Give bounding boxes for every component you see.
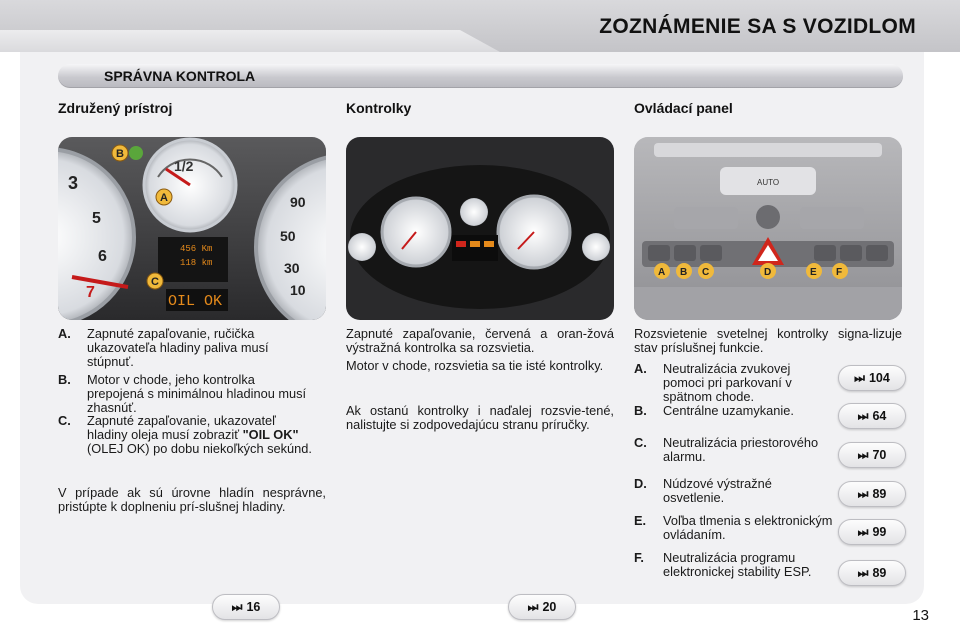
ref-number: 89	[872, 566, 887, 580]
console-marker-b: B	[680, 267, 688, 278]
header-fold	[0, 30, 500, 52]
svg-text:1/2: 1/2	[174, 158, 194, 174]
console-item-c-label: C.	[634, 435, 647, 450]
cluster-item-c	[58, 414, 313, 457]
double-arrow-right-icon: ⏭	[231, 599, 243, 614]
page-title: ZOZNÁMENIE SA S VOZIDLOM	[599, 15, 916, 38]
ref-number: 99	[872, 525, 887, 539]
cluster-photo	[58, 137, 326, 320]
double-arrow-right-icon: ⏭	[857, 524, 869, 539]
console-item-e	[634, 514, 846, 542]
double-arrow-right-icon: ⏭	[527, 599, 539, 614]
heading-lamps: Kontrolky	[346, 100, 412, 116]
cluster-oil-display: OIL OK	[168, 293, 223, 310]
marker-c: C	[151, 276, 159, 288]
ref-link-104[interactable]	[838, 365, 906, 391]
cluster-odo-2: 118 km	[180, 258, 213, 268]
heading-console: Ovládací panel	[634, 100, 733, 116]
console-item-b	[634, 404, 824, 418]
ref-link-99[interactable]	[838, 519, 906, 545]
svg-text:10: 10	[290, 282, 306, 298]
cluster-item-a	[58, 327, 313, 370]
lamps-paragraph-3: Ak ostanú kontrolky i naďalej rozsvie-tené, nalistujte si zodpovedajúcu stranu príručky.	[346, 403, 614, 433]
svg-text:3: 3	[68, 173, 79, 193]
console-item-b-label: B.	[634, 403, 647, 418]
console-item-c	[634, 436, 824, 464]
svg-text:6: 6	[98, 248, 107, 265]
console-item-b-text: Centrálne uzamykanie.	[663, 403, 794, 418]
marker-b: B	[116, 148, 124, 160]
cluster-odo-1: 456 Km	[180, 244, 213, 254]
console-item-d-label: D.	[634, 476, 647, 491]
console-marker-e: E	[810, 267, 817, 278]
double-arrow-right-icon: ⏭	[857, 408, 869, 423]
ref-number: 20	[542, 600, 557, 614]
cluster-item-c-text	[87, 414, 313, 457]
cluster-item-c-text-end: (OLEJ OK) po dobu niekoľkých sekúnd.	[87, 441, 312, 457]
svg-text:5: 5	[92, 210, 101, 227]
cluster-item-a-text: Zapnuté zapaľovanie, ručička ukazovateľa hladiny paliva musí stúpnuť.	[87, 326, 269, 370]
svg-text:7: 7	[86, 284, 95, 301]
ref-number: 104	[868, 371, 890, 385]
cluster-item-c-label: C.	[58, 413, 71, 428]
console-item-e-label: E.	[634, 513, 647, 528]
console-item-a-label: A.	[634, 361, 647, 376]
ref-number: 16	[246, 600, 261, 614]
ref-link-16[interactable]	[212, 594, 280, 620]
console-item-f	[634, 551, 834, 579]
cluster-item-b-label: B.	[58, 372, 71, 387]
console-photo	[634, 137, 902, 320]
section-title: SPRÁVNA KONTROLA	[104, 68, 256, 84]
console-auto-label: AUTO	[757, 178, 780, 187]
marker-a: A	[160, 192, 168, 204]
cluster-item-b	[58, 373, 313, 416]
svg-text:90: 90	[290, 194, 306, 210]
console-item-f-text: Neutralizácia programu elektronickej stability ESP.	[663, 550, 812, 580]
ref-number: 89	[872, 487, 887, 501]
cluster-item-b-text: Motor v chode, jeho kontrolka prepojená s minimálnou hladinou musí zhasnúť.	[87, 372, 307, 416]
lamps-paragraph-2: Motor v chode, rozsvietia sa tie isté kontrolky.	[346, 358, 604, 373]
console-item-d	[634, 477, 824, 505]
ref-link-70[interactable]	[838, 442, 906, 468]
console-item-c-text: Neutralizácia priestorového alarmu.	[663, 435, 819, 465]
console-item-f-label: F.	[634, 550, 644, 565]
ref-number: 70	[872, 448, 887, 462]
heading-cluster: Združený prístroj	[58, 100, 173, 116]
console-intro: Rozsvietenie svetelnej kontrolky signa-lizuje stav príslušnej funkcie.	[634, 326, 902, 356]
console-marker-f: F	[836, 267, 843, 278]
lamps-photo	[346, 137, 614, 320]
ref-link-64[interactable]	[838, 403, 906, 429]
lamps-paragraph-1: Zapnuté zapaľovanie, červená a oran-žová výstražná kontrolka sa rozsvietia.	[346, 326, 614, 356]
console-item-a	[634, 362, 824, 405]
console-marker-a: A	[658, 267, 666, 278]
svg-text:50: 50	[280, 228, 296, 244]
page-number: 13	[912, 607, 929, 624]
double-arrow-right-icon: ⏭	[857, 565, 869, 580]
console-item-a-text: Neutralizácia zvukovej pomoci pri parkovaní v spätnom chode.	[663, 361, 792, 405]
console-marker-c: C	[702, 267, 710, 278]
double-arrow-right-icon: ⏭	[857, 447, 869, 462]
cluster-item-a-label: A.	[58, 326, 71, 341]
console-item-e-text: Voľba tlmenia s elektronickým ovládaním.	[663, 513, 833, 543]
ref-link-89-esp[interactable]	[838, 560, 906, 586]
cluster-item-c-text-start: Zapnuté zapaľovanie, ukazovateľ hladiny oleja musí zobraziť	[87, 413, 276, 443]
ref-link-20[interactable]	[508, 594, 576, 620]
ref-link-89[interactable]	[838, 481, 906, 507]
console-marker-d: D	[764, 267, 772, 278]
ref-number: 64	[872, 409, 887, 423]
cluster-item-c-oil-ok: "OIL OK"	[242, 427, 299, 443]
double-arrow-right-icon: ⏭	[857, 486, 869, 501]
cluster-note: V prípade ak sú úrovne hladín nesprávne, pristúpte k doplneniu prí-slušnej hladiny.	[58, 485, 326, 515]
console-item-d-text: Núdzové výstražné osvetlenie.	[663, 476, 772, 506]
svg-text:30: 30	[284, 260, 300, 276]
double-arrow-right-icon: ⏭	[854, 370, 865, 385]
